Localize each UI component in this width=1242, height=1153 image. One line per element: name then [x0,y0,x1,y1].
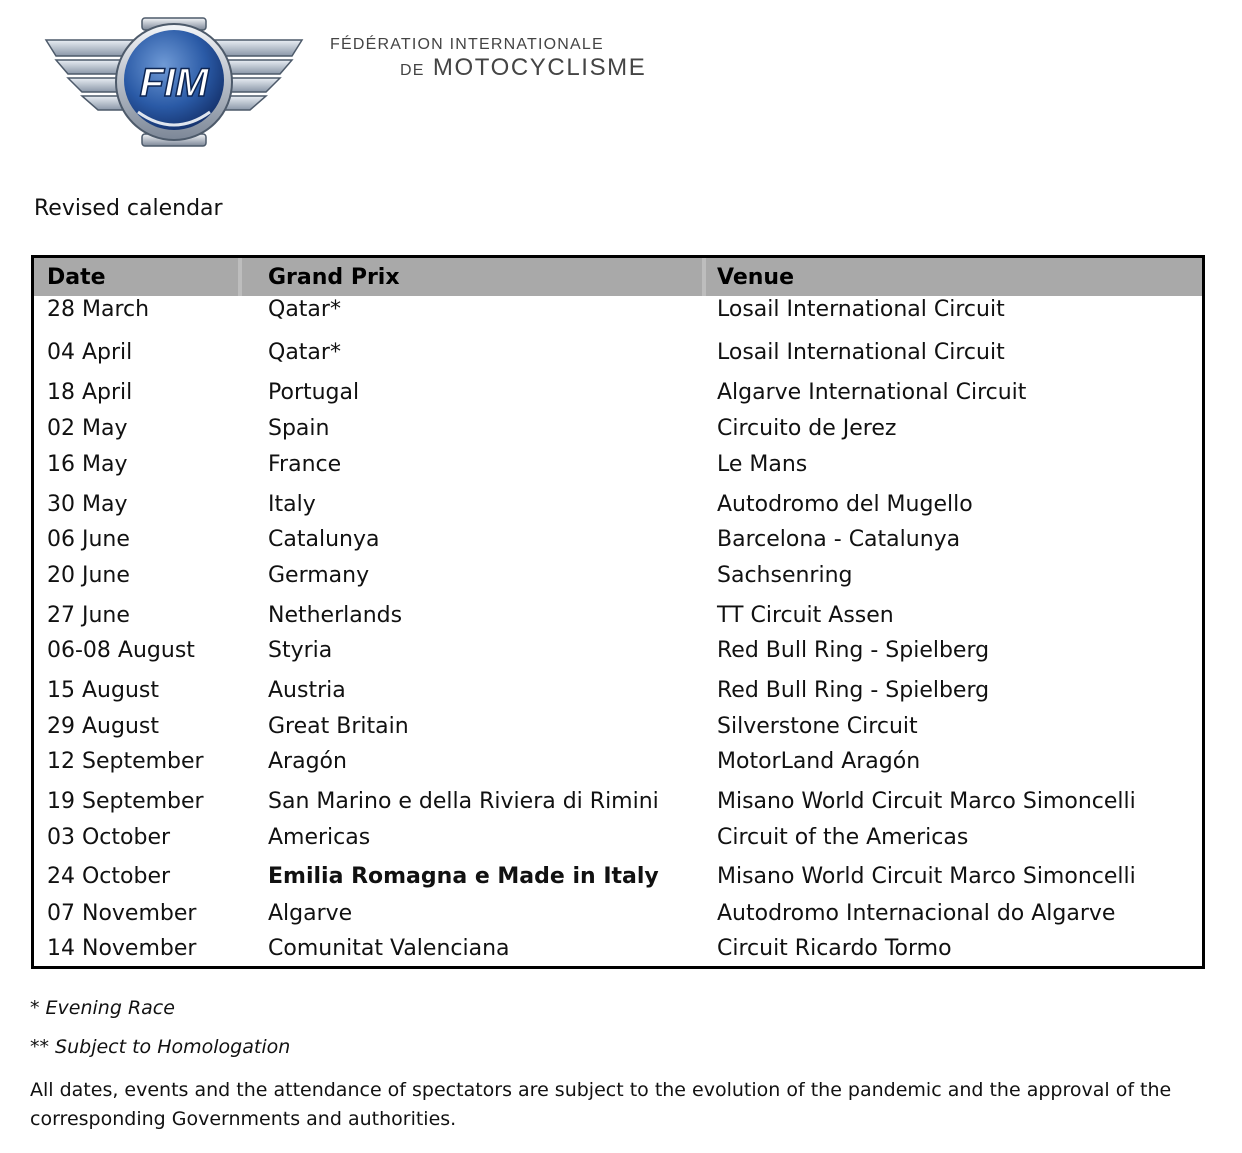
cell-venue: Autodromo Internacional do Algarve [717,901,1116,926]
cell-grand-prix: Spain [268,416,330,441]
footnote-homologation: ** Subject to Homologation [30,1036,291,1058]
table-header [34,258,1202,296]
cell-grand-prix: Comunitat Valenciana [268,936,510,961]
cell-date: 18 April [47,380,133,405]
org-name-line2 [400,54,646,82]
cell-date: 06 June [47,527,130,552]
cell-date: 06-08 August [47,638,195,663]
fim-winged-emblem-icon [42,14,306,150]
cell-venue: TT Circuit Assen [717,603,894,628]
cell-date: 03 October [47,825,171,850]
cell-venue: Red Bull Ring - Spielberg [717,678,990,703]
cell-grand-prix: Catalunya [268,527,380,552]
cell-venue: Losail International Circuit [717,340,1005,365]
cell-grand-prix: Qatar* [268,297,341,322]
cell-date: 20 June [47,563,130,588]
cell-venue: Silverstone Circuit [717,714,918,739]
cell-grand-prix: France [268,452,342,477]
cell-venue: Losail International Circuit [717,297,1005,322]
cell-venue: Circuito de Jerez [717,416,897,441]
cell-venue: Circuit of the Americas [717,825,969,850]
cell-grand-prix: Austria [268,678,346,703]
cell-venue: Red Bull Ring - Spielberg [717,638,990,663]
cell-grand-prix: Aragón [268,749,347,774]
cell-grand-prix: San Marino e della Riviera di Rimini [268,789,659,814]
cell-grand-prix: Italy [268,492,316,517]
calendar-table [31,255,1205,969]
column-divider [238,258,242,296]
cell-grand-prix: Emilia Romagna e Made in Italy [268,864,659,889]
cell-venue: Algarve International Circuit [717,380,1027,405]
cell-date: 16 May [47,452,128,477]
cell-grand-prix: Germany [268,563,370,588]
footnote-evening-race: * Evening Race [30,997,175,1019]
cell-venue: Barcelona - Catalunya [717,527,961,552]
cell-grand-prix: Netherlands [268,603,403,628]
fim-logo [42,14,306,150]
cell-date: 12 September [47,749,204,774]
header-venue: Venue [717,265,794,290]
cell-date: 29 August [47,714,159,739]
cell-grand-prix: Americas [268,825,371,850]
cell-date: 15 August [47,678,159,703]
cell-date: 19 September [47,789,204,814]
cell-grand-prix: Great Britain [268,714,409,739]
cell-venue: Misano World Circuit Marco Simoncelli [717,789,1136,814]
disclaimer-text: All dates, events and the attendance of spectators are subject to the evolution of the pandemic and the approval of the corresponding Governments and authorities. [30,1079,1172,1130]
cell-grand-prix: Qatar* [268,340,341,365]
cell-venue: Misano World Circuit Marco Simoncelli [717,864,1136,889]
cell-grand-prix: Algarve [268,901,353,926]
cell-grand-prix: Styria [268,638,333,663]
org-name-main: MOTOCYCLISME [432,54,647,81]
cell-venue: Sachsenring [717,563,853,588]
header-grand-prix: Grand Prix [268,265,400,290]
cell-date: 24 October [47,864,171,889]
page-title: Revised calendar [34,196,223,221]
header-date: Date [47,265,106,290]
cell-date: 14 November [47,936,197,961]
column-divider [702,258,706,296]
cell-date: 30 May [47,492,128,517]
cell-date: 02 May [47,416,128,441]
cell-date: 28 March [47,297,150,322]
cell-date: 27 June [47,603,130,628]
cell-venue: Circuit Ricardo Tormo [717,936,952,961]
svg-text:FIM: FIM [139,61,209,105]
cell-date: 04 April [47,340,133,365]
org-name-prefix: DE [400,62,425,79]
cell-grand-prix: Portugal [268,380,360,405]
cell-venue: MotorLand Aragón [717,749,921,774]
cell-venue: Le Mans [717,452,808,477]
org-name-line1: FÉDÉRATION INTERNATIONALE [330,36,604,53]
cell-venue: Autodromo del Mugello [717,492,973,517]
cell-date: 07 November [47,901,197,926]
